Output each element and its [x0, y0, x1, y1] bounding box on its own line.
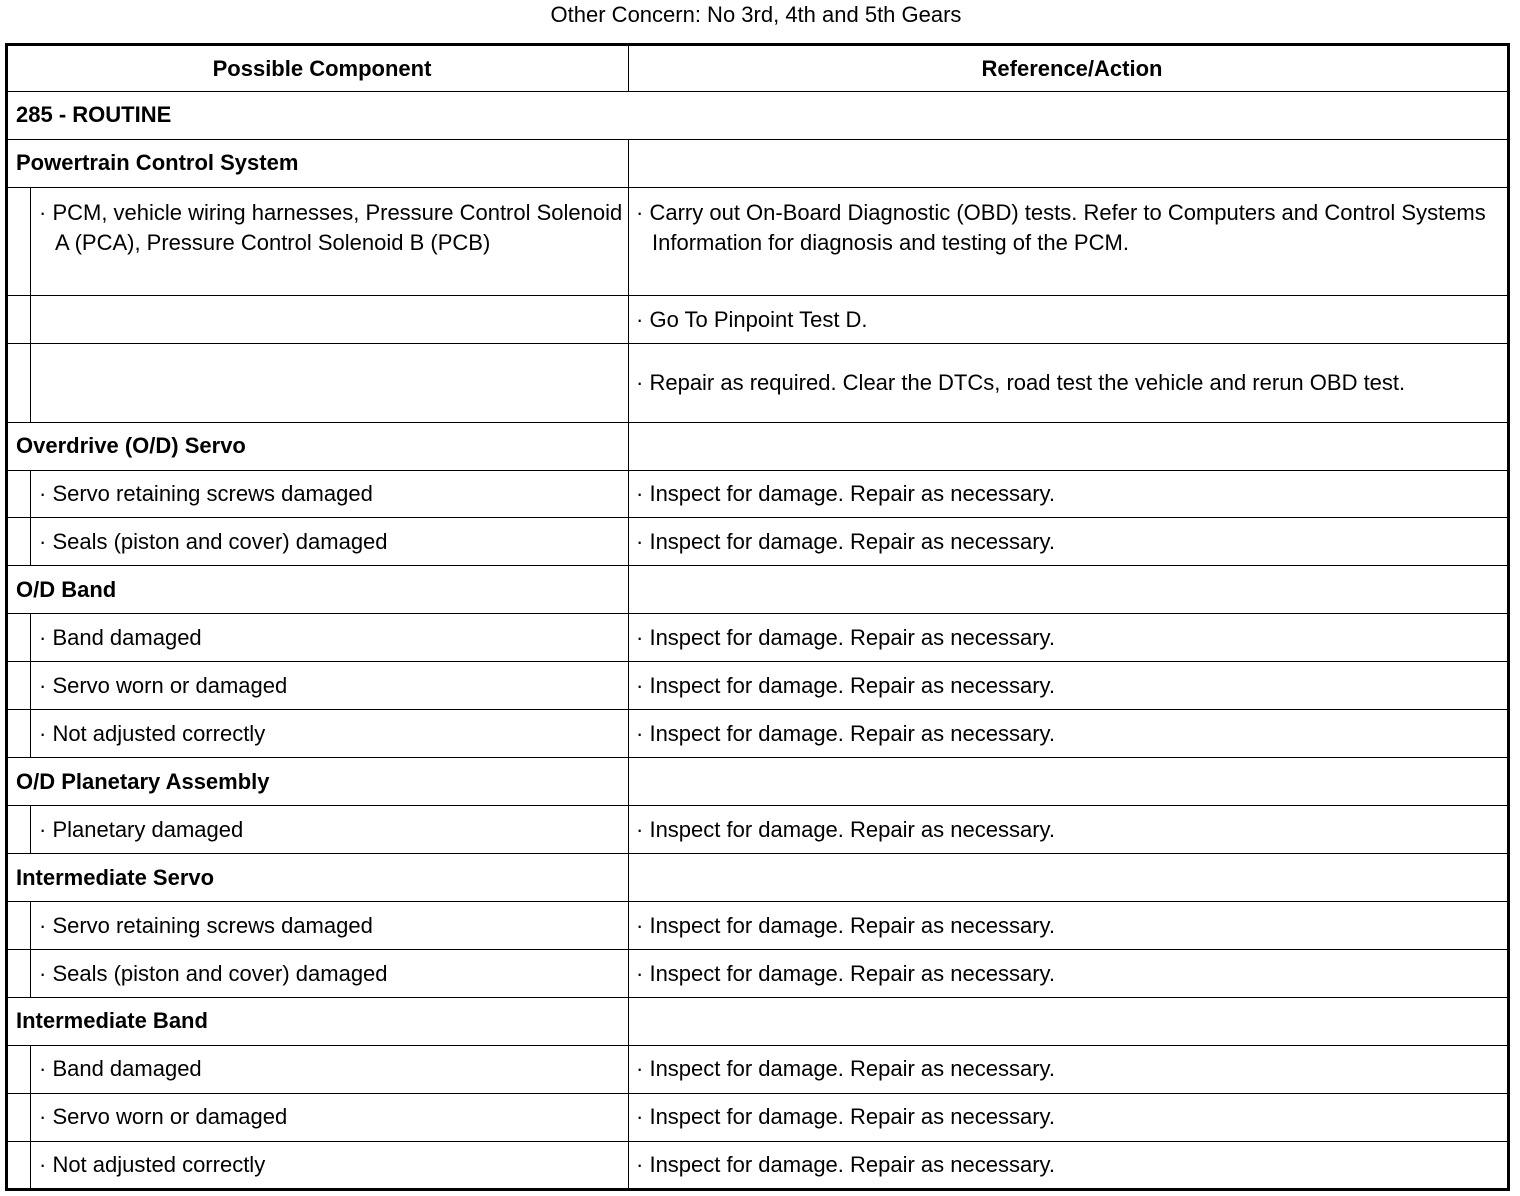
component-cell: · Servo worn or damaged [31, 662, 629, 710]
group-title: Intermediate Servo [7, 854, 629, 902]
component-cell [31, 296, 629, 344]
action-cell [629, 187, 1509, 295]
section-title: 285 - ROUTINE [7, 92, 1509, 140]
table-row [7, 806, 1509, 854]
table-row [7, 710, 1509, 758]
header-row [7, 45, 1509, 92]
table-caption: Other Concern: No 3rd, 4th and 5th Gears [550, 2, 962, 27]
group-row [7, 139, 1509, 187]
header-reference-action: Reference/Action [629, 45, 1509, 92]
action-cell: · Inspect for damage. Repair as necessary. [629, 662, 1509, 710]
indent-cell [7, 296, 31, 344]
group-row [7, 998, 1509, 1046]
group-title: Overdrive (O/D) Servo [7, 422, 629, 470]
group-row [7, 854, 1509, 902]
action-text: · Carry out On-Board Diagnostic (OBD) tests. Refer to Computers and Control Systems Information for diagnosis and testing of the PCM. [636, 199, 1486, 255]
section-row [7, 92, 1509, 140]
component-cell: · Servo retaining screws damaged [31, 470, 629, 518]
indent-cell [7, 950, 31, 998]
indent-cell [7, 662, 31, 710]
table-row [7, 950, 1509, 998]
component-cell [31, 187, 629, 295]
component-cell: · Seals (piston and cover) damaged [31, 950, 629, 998]
component-cell: · Servo retaining screws damaged [31, 902, 629, 950]
action-cell: · Inspect for damage. Repair as necessary. [629, 1093, 1509, 1141]
table-row [7, 296, 1509, 344]
table-row [7, 470, 1509, 518]
indent-cell [7, 806, 31, 854]
group-action-empty [629, 998, 1509, 1046]
action-cell: · Go To Pinpoint Test D. [629, 296, 1509, 344]
group-action-empty [629, 758, 1509, 806]
action-cell: · Inspect for damage. Repair as necessary. [629, 614, 1509, 662]
indent-cell [7, 1093, 31, 1141]
action-cell: · Repair as required. Clear the DTCs, road test the vehicle and rerun OBD test. [629, 344, 1509, 423]
action-cell: · Inspect for damage. Repair as necessary. [629, 1045, 1509, 1093]
indent-cell [7, 518, 31, 566]
group-action-empty [629, 422, 1509, 470]
group-row [7, 758, 1509, 806]
component-cell: · Not adjusted correctly [31, 710, 629, 758]
diagnosis-table [5, 43, 1510, 1191]
component-cell [31, 344, 629, 423]
table-row [7, 1093, 1509, 1141]
action-cell: · Inspect for damage. Repair as necessary. [629, 950, 1509, 998]
indent-cell [7, 187, 31, 295]
group-title: Powertrain Control System [7, 139, 629, 187]
table-row [7, 344, 1509, 423]
table-row [7, 187, 1509, 295]
table-row [7, 1045, 1509, 1093]
action-cell: · Inspect for damage. Repair as necessary. [629, 902, 1509, 950]
component-cell: · Servo worn or damaged [31, 1093, 629, 1141]
group-row [7, 566, 1509, 614]
action-cell: · Inspect for damage. Repair as necessary. [629, 806, 1509, 854]
action-cell: · Inspect for damage. Repair as necessary. [629, 1141, 1509, 1189]
group-action-empty [629, 854, 1509, 902]
indent-cell [7, 1141, 31, 1189]
component-cell: · Not adjusted correctly [31, 1141, 629, 1189]
group-title: O/D Band [7, 566, 629, 614]
table-row [7, 614, 1509, 662]
header-possible-component: Possible Component [7, 45, 629, 92]
group-action-empty [629, 566, 1509, 614]
action-cell: · Inspect for damage. Repair as necessary. [629, 518, 1509, 566]
table-row [7, 662, 1509, 710]
table-row [7, 518, 1509, 566]
component-cell: · Band damaged [31, 614, 629, 662]
indent-cell [7, 344, 31, 423]
group-action-empty [629, 139, 1509, 187]
action-cell: · Inspect for damage. Repair as necessary. [629, 470, 1509, 518]
group-row [7, 422, 1509, 470]
indent-cell [7, 710, 31, 758]
action-cell: · Inspect for damage. Repair as necessary. [629, 710, 1509, 758]
indent-cell [7, 1045, 31, 1093]
table-row [7, 902, 1509, 950]
indent-cell [7, 902, 31, 950]
group-title: Intermediate Band [7, 998, 629, 1046]
group-title: O/D Planetary Assembly [7, 758, 629, 806]
component-cell: · Band damaged [31, 1045, 629, 1093]
indent-cell [7, 470, 31, 518]
component-cell: · Planetary damaged [31, 806, 629, 854]
component-cell: · Seals (piston and cover) damaged [31, 518, 629, 566]
component-text: · PCM, vehicle wiring harnesses, Pressure Control Solenoid A (PCA), Pressure Control Solenoid B (PCB) [39, 199, 623, 255]
indent-cell [7, 614, 31, 662]
table-row [7, 1141, 1509, 1189]
